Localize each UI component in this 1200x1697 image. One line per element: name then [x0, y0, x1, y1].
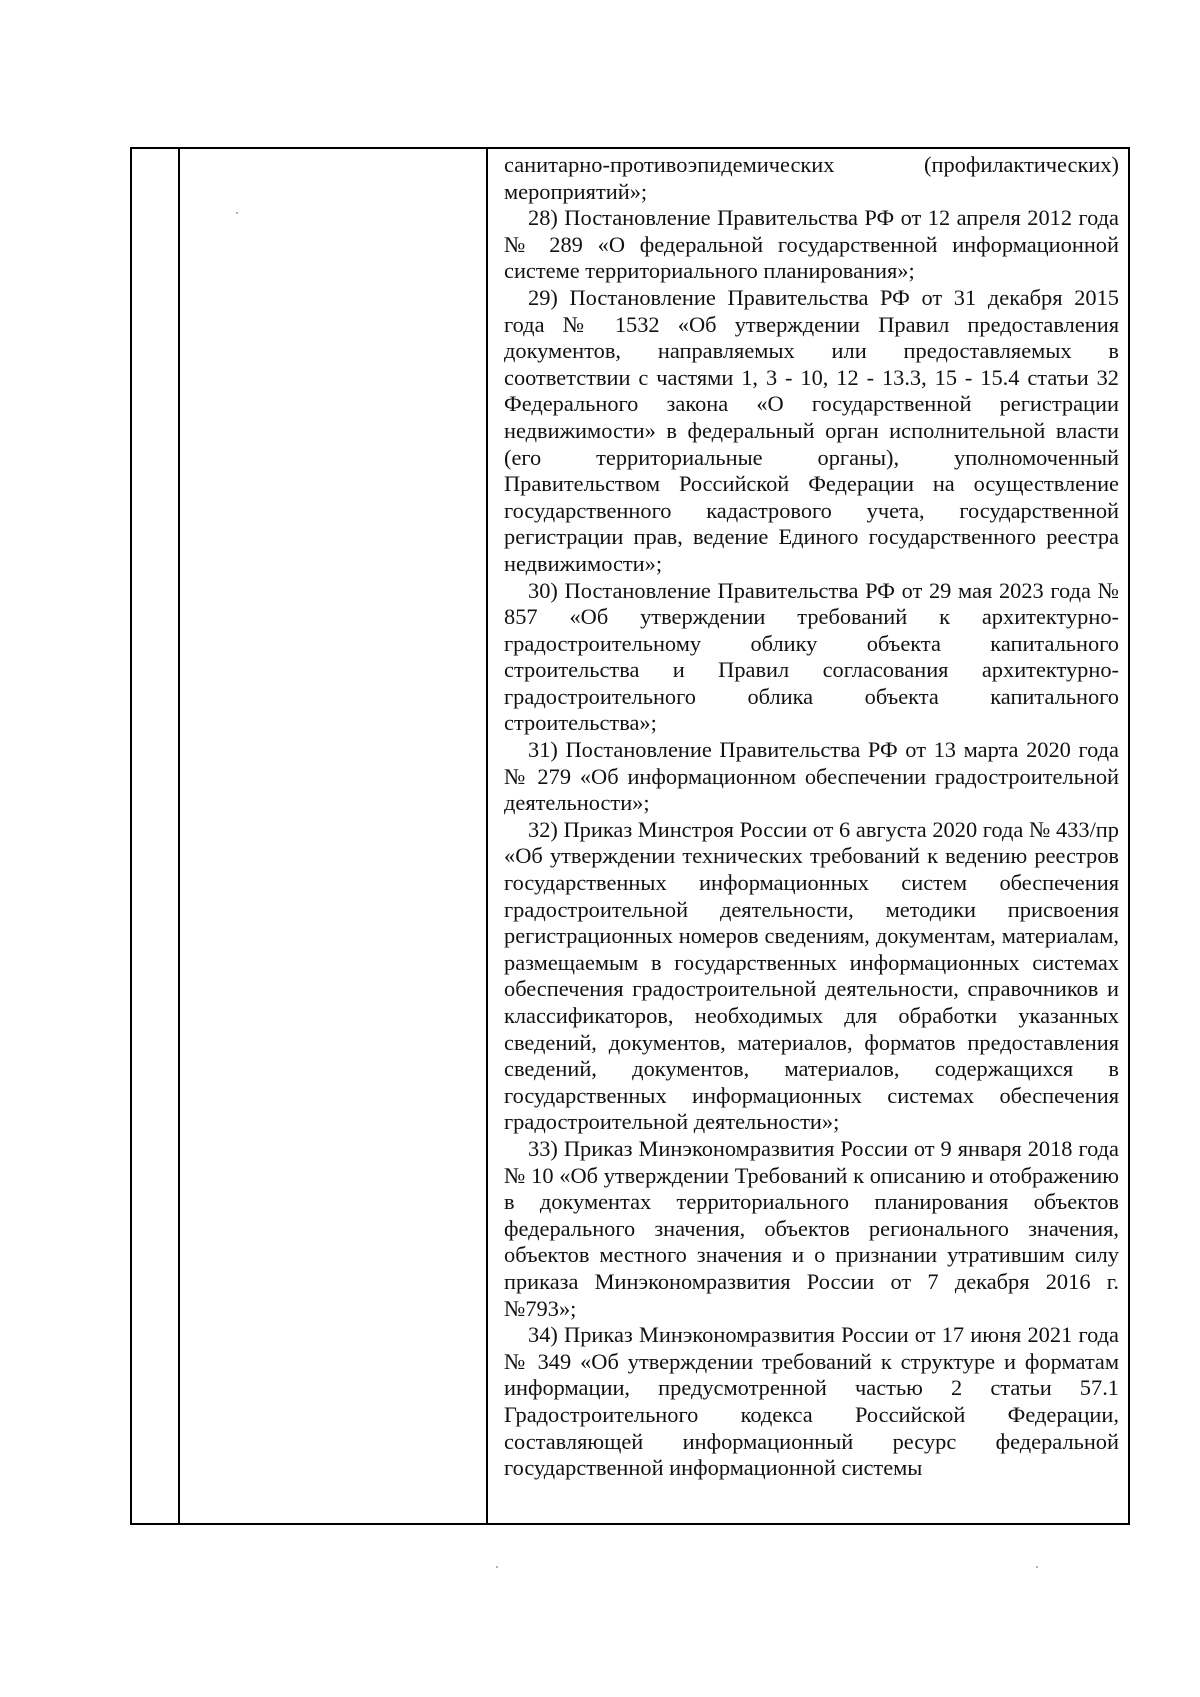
- list-item-31: 31) Постановление Правительства РФ от 13 марта 2020 года № 279 «Об информационном обеспечении градостроительной деятельности»;: [504, 737, 1119, 816]
- list-item-30: 30) Постановление Правительства РФ от 29 мая 2023 года № 857 «Об утверждении требований к архитектурно-градостроительному облику объекта капитального строительства и Правил согласования архитектурно-градостроительного облика объекта капитального строительства»;: [504, 577, 1119, 736]
- table-column-divider: [178, 149, 180, 1523]
- list-item-29: 29) Постановление Правительства РФ от 31 декабря 2015 года № 1532 «Об утверждении Правил предоставления документов, направляемых или предоставляемых в соответствии с частями 1, 3 - 10, 12 - 13.3, 15 - 15.4 статьи 32 Федерального закона «О государственной регистрации недвижимости» в федеральный орган исполнительной власти (его территориальные органы), уполномоченный Правительством Российской Федерации на осуществление государственного кадастрового учета, государственной регистрации прав, ведение Единого государственного реестра недвижимости»;: [504, 284, 1119, 576]
- list-item-28: 28) Постановление Правительства РФ от 12 апреля 2012 года № 289 «О федеральной государственной информационной системе территориального планирования»;: [504, 205, 1119, 284]
- paragraph-0: санитарно-противоэпидемических (профилактических) мероприятий»;: [504, 152, 1119, 204]
- scan-speck: [236, 212, 238, 214]
- document-table: [130, 147, 1130, 1525]
- list-item-32: 32) Приказ Минстроя России от 6 августа 2020 года № 433/пр «Об утверждении технических требований к ведению реестров государственных информационных систем обеспечения градостроительной деятельности, методики присвоения регистрационных номеров сведениям, документам, материалам, размещаемым в государственных информационных системах обеспечения градостроительной деятельности, справочников и классификаторов, необходимых для обработки указанных сведений, документов, материалов, форматов предоставления сведений, документов, материалов, содержащихся в государственных информационных системах обеспечения градостроительной деятельности»;: [504, 816, 1119, 1135]
- table-text-cell: [504, 152, 1119, 1482]
- scan-speck: [496, 1566, 498, 1568]
- list-item-34: 34) Приказ Минэкономразвития России от 17 июня 2021 года № 349 «Об утверждении требований к структуре и форматам информации, предусмотренной частью 2 статьи 57.1 Градостроительного кодекса Российской Федерации, составляющей информационный ресурс федеральной государственной информационной системы: [504, 1322, 1119, 1481]
- table-column-divider: [486, 149, 488, 1523]
- scan-speck: [1036, 1566, 1038, 1568]
- list-item-33: 33) Приказ Минэкономразвития России от 9 января 2018 года № 10 «Об утверждении Требований к описанию и отображению в документах территориального планирования объектов федерального значения, объектов регионального значения, объектов местного значения и о признании утратившим силу приказа Минэкономразвития России от 7 декабря 2016 г. №793»;: [504, 1135, 1119, 1321]
